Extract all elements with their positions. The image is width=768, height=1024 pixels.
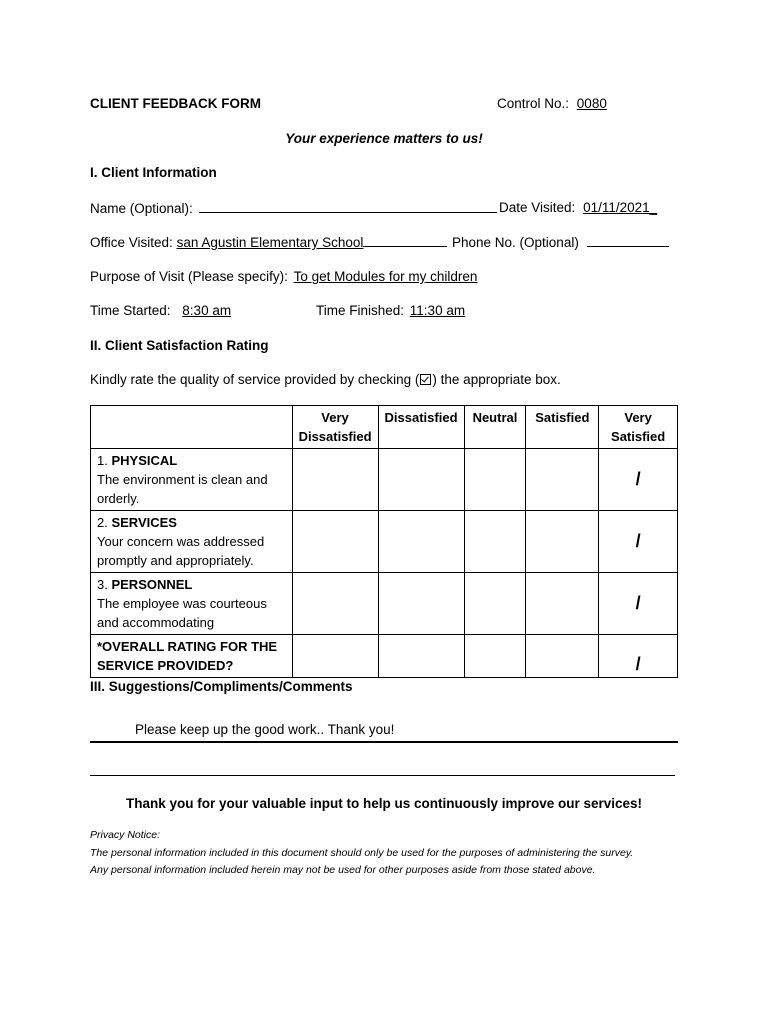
date-visited-value[interactable]: 01/11/2021_ [583, 200, 658, 215]
row-label: *OVERALL RATING FOR THE SERVICE PROVIDED? [91, 635, 293, 678]
rating-cell[interactable] [464, 449, 526, 511]
time-started-label: Time Started: [90, 303, 171, 318]
comment-text[interactable]: Please keep up the good work.. Thank you! [135, 722, 395, 737]
time-finished-value[interactable]: 11:30 am [409, 303, 466, 318]
time-started-value[interactable]: 8:30 am [182, 303, 232, 318]
rating-cell[interactable] [526, 449, 599, 511]
phone-input[interactable] [587, 234, 669, 247]
office-visited-blank [363, 234, 447, 247]
rating-cell[interactable] [292, 511, 378, 573]
rating-instruction: Kindly rate the quality of service provided by checking ( ) the appropriate box. [90, 372, 561, 387]
office-visited-field[interactable] [90, 234, 447, 250]
rating-cell[interactable] [526, 635, 599, 678]
thank-you-message: Thank you for your valuable input to help us continuously improve our services! [125, 796, 643, 811]
rating-cell[interactable] [526, 511, 599, 573]
table-row [91, 635, 678, 678]
purpose-label: Purpose of Visit (Please specify): [90, 269, 288, 284]
row-label: 1. PHYSICAL The environment is clean and orderly. [91, 449, 293, 511]
rating-cell[interactable] [292, 449, 378, 511]
date-visited-field[interactable] [499, 200, 657, 215]
section-satisfaction-heading: II. Client Satisfaction Rating [90, 338, 269, 353]
purpose-value[interactable]: To get Modules for my children [293, 269, 478, 284]
privacy-notice-title: Privacy Notice: [90, 829, 161, 841]
office-visited-label: Office Visited: [90, 235, 173, 250]
privacy-notice-line: Any personal information included herein may not be used for other purposes aside from those stated above. [90, 864, 596, 876]
column-header: Dissatisfied [378, 406, 464, 449]
time-finished-field[interactable] [316, 303, 465, 318]
rating-cell[interactable] [378, 635, 464, 678]
form-title: CLIENT FEEDBACK FORM [90, 96, 261, 111]
table-row [91, 511, 678, 573]
phone-field[interactable] [452, 234, 669, 250]
section-client-information-heading: I. Client Information [90, 165, 217, 180]
tagline: Your experience matters to us! [285, 131, 483, 146]
name-input[interactable] [199, 200, 497, 213]
privacy-notice-line: The personal information included in this document should only be used for the purposes of administering the survey. [90, 847, 634, 859]
rating-cell[interactable] [464, 573, 526, 635]
column-header: Satisfied [526, 406, 599, 449]
rating-cell-checked[interactable]: / [599, 573, 678, 635]
rating-cell[interactable] [292, 573, 378, 635]
rating-cell-checked[interactable]: / [599, 635, 678, 678]
table-corner-cell [91, 406, 293, 449]
purpose-field[interactable] [90, 269, 477, 284]
control-number [497, 96, 607, 111]
comment-line [90, 775, 675, 776]
column-header: Very Dissatisfied [292, 406, 378, 449]
rating-cell-checked[interactable]: / [599, 511, 678, 573]
checked-box-icon [420, 374, 431, 385]
table-row [91, 573, 678, 635]
name-label: Name (Optional): [90, 201, 193, 216]
rating-cell-checked[interactable]: / [599, 449, 678, 511]
date-visited-label: Date Visited: [499, 200, 576, 215]
time-started-field[interactable] [90, 303, 231, 318]
rating-cell[interactable] [526, 573, 599, 635]
column-header: Neutral [464, 406, 526, 449]
row-label: 3. PERSONNEL The employee was courteous and accommodating [91, 573, 293, 635]
rating-cell[interactable] [464, 635, 526, 678]
office-visited-value[interactable]: san Agustin Elementary School [176, 235, 364, 250]
comment-line [90, 741, 678, 743]
rating-cell[interactable] [292, 635, 378, 678]
rating-table [90, 405, 678, 678]
section-comments-heading: III. Suggestions/Compliments/Comments [90, 679, 353, 694]
rating-cell[interactable] [464, 511, 526, 573]
name-field[interactable] [90, 200, 497, 216]
control-number-value[interactable]: 0080 [576, 96, 607, 111]
rating-cell[interactable] [378, 573, 464, 635]
time-finished-label: Time Finished: [316, 303, 405, 318]
row-label: 2. SERVICES Your concern was addressed promptly and appropriately. [91, 511, 293, 573]
table-row [91, 449, 678, 511]
phone-label: Phone No. (Optional) [452, 235, 579, 250]
rating-cell[interactable] [378, 511, 464, 573]
rating-cell[interactable] [378, 449, 464, 511]
column-header: Very Satisfied [599, 406, 678, 449]
control-number-label: Control No.: [497, 96, 570, 111]
